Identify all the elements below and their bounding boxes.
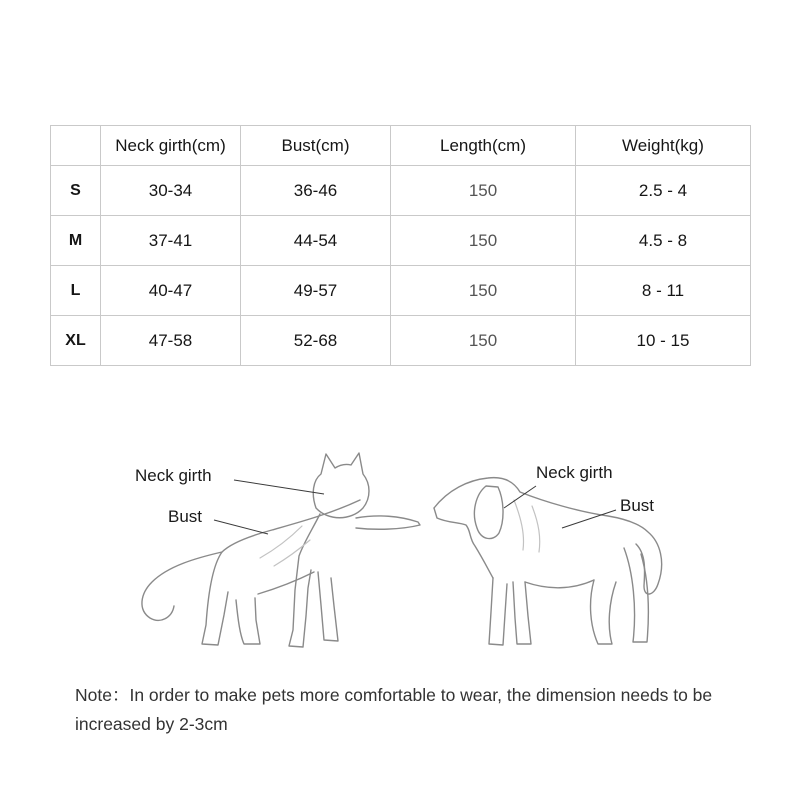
bust-cell: 44-54 [241, 216, 391, 266]
pet-measurement-diagram [0, 430, 800, 670]
header-empty [51, 126, 101, 166]
table-row [51, 216, 751, 266]
table-row [51, 166, 751, 216]
bust-cell: 52-68 [241, 316, 391, 366]
size-cell: S [51, 166, 101, 216]
dog-harness-lines [514, 500, 540, 552]
bust-cell: 49-57 [241, 266, 391, 316]
length-cell: 150 [391, 316, 576, 366]
cat-bust-label: Bust [168, 507, 203, 526]
neck-girth-cell: 40-47 [101, 266, 241, 316]
weight-cell: 4.5 - 8 [576, 216, 751, 266]
header-length: Length(cm) [391, 126, 576, 166]
bust-cell: 36-46 [241, 166, 391, 216]
cat-harness-lines [260, 526, 310, 566]
table-row [51, 316, 751, 366]
header-neck-girth: Neck girth(cm) [101, 126, 241, 166]
sizing-note-line1: Note：In order to make pets more comfortable to wear, the dimension needs to be [75, 685, 713, 705]
cat-neck-girth-label: Neck girth [135, 466, 212, 485]
table-header-row [51, 126, 751, 166]
length-cell: 150 [391, 266, 576, 316]
size-cell: L [51, 266, 101, 316]
header-weight: Weight(kg) [576, 126, 751, 166]
dog-bust-label: Bust [620, 496, 655, 515]
table-row [51, 266, 751, 316]
neck-girth-cell: 37-41 [101, 216, 241, 266]
weight-cell: 2.5 - 4 [576, 166, 751, 216]
size-table [50, 125, 751, 366]
size-cell: M [51, 216, 101, 266]
length-cell: 150 [391, 166, 576, 216]
weight-cell: 10 - 15 [576, 316, 751, 366]
neck-girth-cell: 47-58 [101, 316, 241, 366]
weight-cell: 8 - 11 [576, 266, 751, 316]
length-cell: 150 [391, 216, 576, 266]
header-bust: Bust(cm) [241, 126, 391, 166]
neck-girth-cell: 30-34 [101, 166, 241, 216]
sizing-note [75, 681, 755, 739]
sizing-note-line2: increased by 2-3cm [75, 714, 228, 734]
size-cell: XL [51, 316, 101, 366]
dog-neck-girth-label: Neck girth [536, 463, 613, 482]
